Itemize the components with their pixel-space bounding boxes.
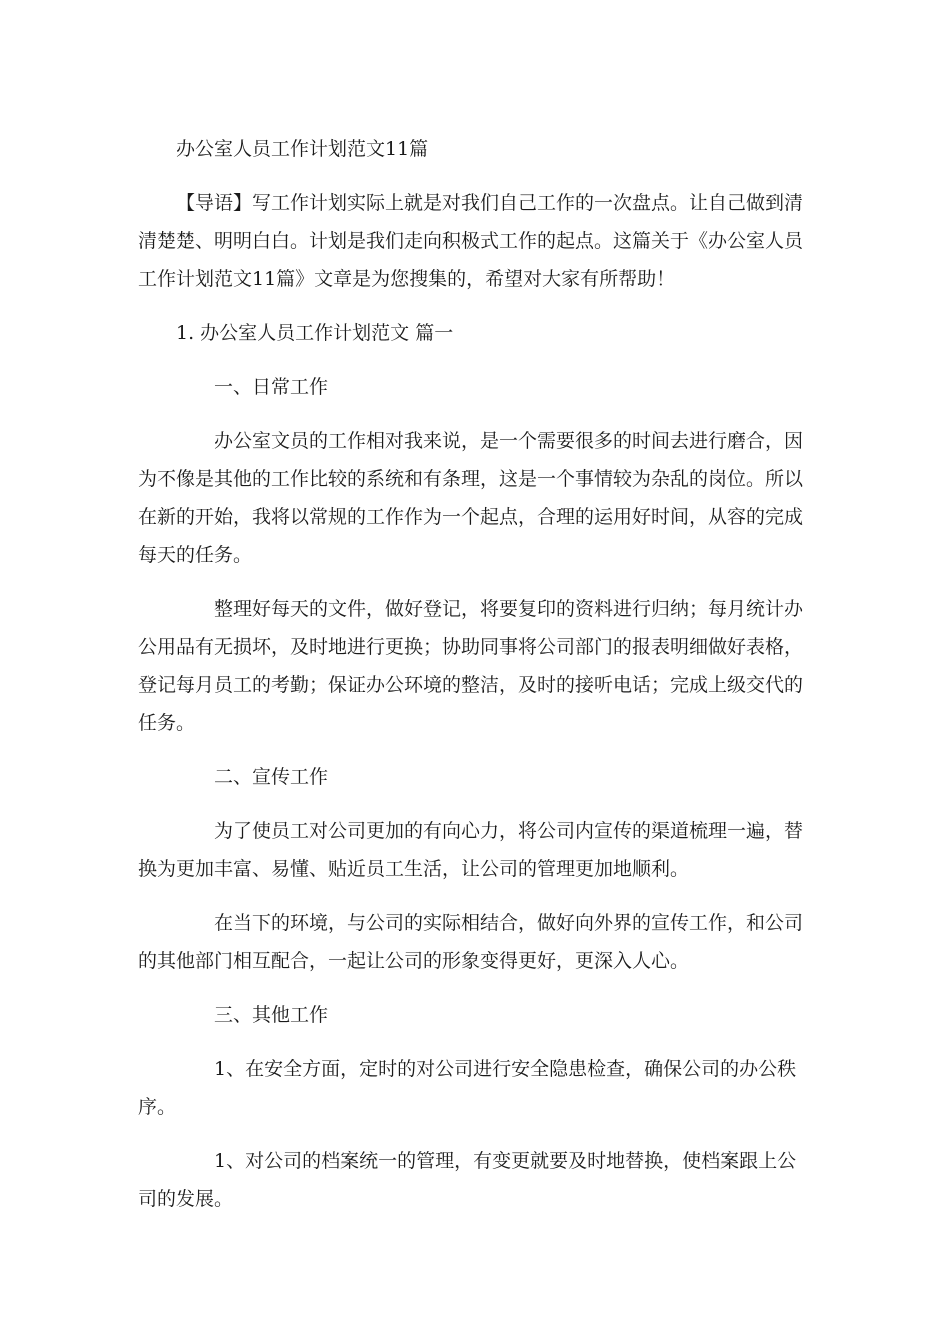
document-page (138, 130, 810, 1234)
paragraph-1: 办公室文员的工作相对我来说，是一个需要很多的时间去进行磨合，因为不像是其他的工作比较的系统和有条理，这是一个事情较为杂乱的岗位。所以在新的开始，我将以常规的工作作为一个起点，合理的运用好时间，从容的完成每天的任务。 (138, 430, 804, 566)
paragraph-4: 在当下的环境，与公司的实际相结合，做好向外界的宣传工作，和公司的其他部门相互配合，一起让公司的形象变得更好，更深入人心。 (138, 912, 804, 972)
paragraph-6: 1、对公司的档案统一的管理，有变更就要及时地替换，使档案跟上公司的发展。 (138, 1150, 797, 1210)
heading-other-work: 三、其他工作 (214, 1004, 329, 1026)
paragraph-2: 整理好每天的文件，做好登记，将要复印的资料进行归纳；每月统计办公用品有无损坏，及时地进行更换；协助同事将公司部门的报表明细做好表格，登记每月员工的考勤；保证办公环境的整洁，及时的接听电话；完成上级交代的任务。 (138, 598, 804, 734)
heading-publicity-work: 二、宣传工作 (214, 766, 329, 788)
heading-daily-work: 一、日常工作 (214, 376, 329, 398)
document-title: 办公室人员工作计划范文11篇 (176, 138, 429, 160)
intro-paragraph: 【导语】写工作计划实际上就是对我们自己工作的一次盘点。让自己做到清清楚楚、明明白白。计划是我们走向积极式工作的起点。这篇关于《办公室人员工作计划范文11篇》文章是为您搜集的，希望对大家有所帮助！ (138, 192, 804, 290)
paragraph-5: 1、在安全方面，定时的对公司进行安全隐患检查，确保公司的办公秩序。 (138, 1058, 797, 1118)
paragraph-3: 为了使员工对公司更加的有向心力，将公司内宣传的渠道梳理一遍，替换为更加丰富、易懂、贴近员工生活，让公司的管理更加地顺利。 (138, 820, 804, 880)
section-title-1: 1. 办公室人员工作计划范文 篇一 (176, 322, 454, 344)
